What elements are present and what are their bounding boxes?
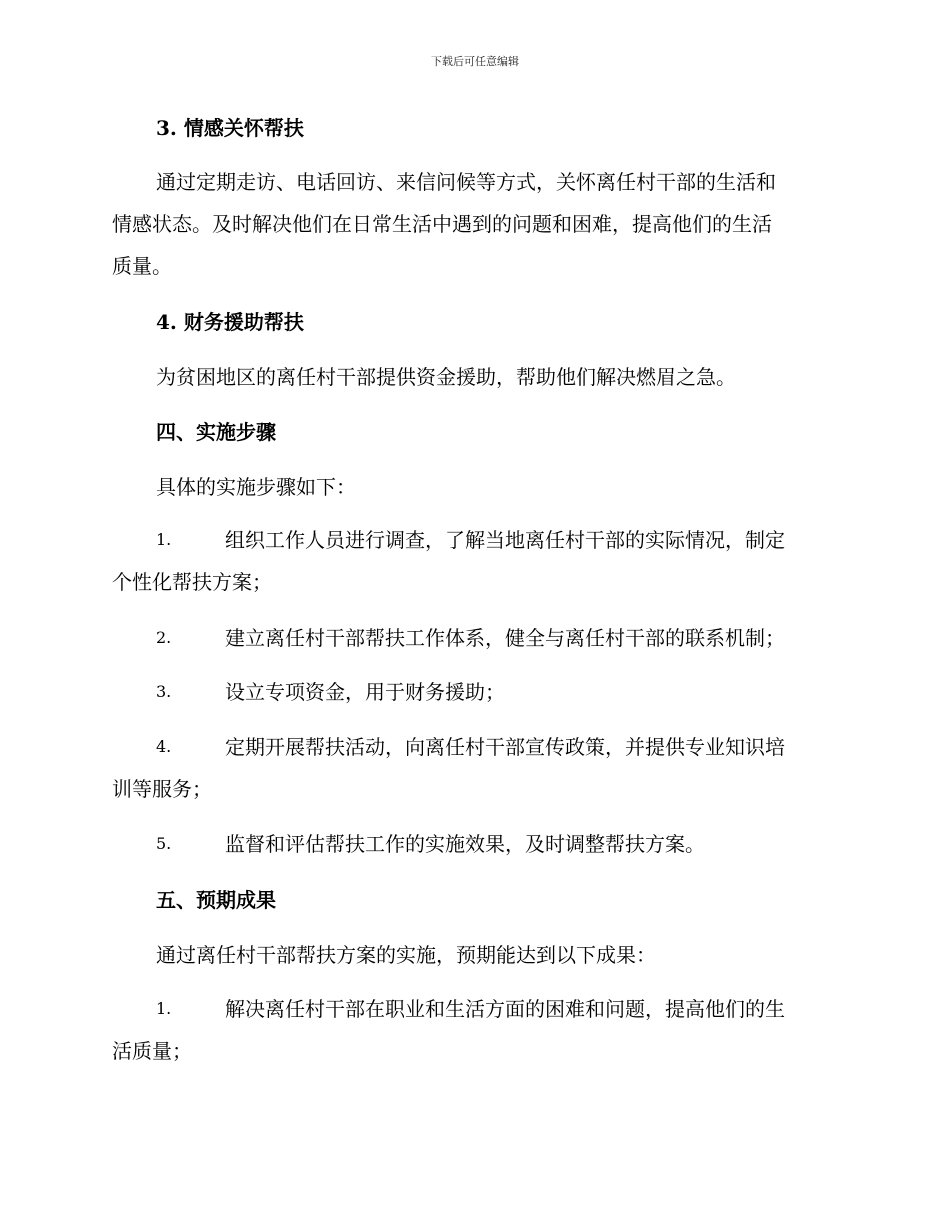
list-item-step-2	[112, 617, 832, 659]
list-item-text: 定期开展帮扶活动，向离任村干部宣传政策，并提供专业知识培	[225, 735, 785, 759]
list-item-number: 2.	[156, 628, 172, 647]
paragraph-emotional-care	[112, 161, 832, 287]
list-item-text: 设立专项资金，用于财务援助；	[225, 680, 505, 704]
list-item-line	[112, 823, 832, 865]
list-item-result-1	[112, 988, 832, 1072]
list-item-continuation: 训等服务；	[112, 777, 212, 801]
list-item-line	[112, 726, 832, 768]
list-item-number: 5.	[156, 834, 172, 853]
list-item-step-4	[112, 726, 832, 810]
section-heading-emotional-care: 3. 情感关怀帮扶	[156, 116, 304, 140]
list-item-continuation: 个性化帮扶方案；	[112, 570, 272, 594]
paragraph-line: 质量。	[112, 254, 172, 278]
section-heading-expected-results: 五、预期成果	[156, 888, 276, 912]
list-item-number: 1.	[156, 530, 172, 549]
list-item-continuation: 活质量；	[112, 1039, 192, 1063]
list-item-text: 解决离任村干部在职业和生活方面的困难和问题，提高他们的生	[225, 997, 785, 1021]
list-item-text: 监督和评估帮扶工作的实施效果，及时调整帮扶方案。	[225, 832, 705, 856]
list-item-step-3	[112, 671, 832, 713]
paragraph-line: 通过定期走访、电话回访、来信问候等方式，关怀离任村干部的生活和	[156, 170, 776, 194]
list-item-text: 组织工作人员进行调查，了解当地离任村干部的实际情况，制定	[225, 528, 785, 552]
section-heading-implementation-steps: 四、实施步骤	[156, 420, 276, 444]
list-item-number: 1.	[156, 999, 172, 1018]
list-item-line	[112, 671, 832, 713]
page-header: 下载后可任意编辑	[431, 55, 519, 68]
list-item-step-1	[112, 519, 832, 603]
list-item-text: 建立离任村干部帮扶工作体系，健全与离任村干部的联系机制；	[225, 626, 785, 650]
list-item-line	[112, 988, 832, 1030]
list-item-line	[112, 617, 832, 659]
list-item-step-5	[112, 823, 832, 865]
list-item-number: 4.	[156, 737, 172, 756]
paragraph-results-intro: 通过离任村干部帮扶方案的实施，预期能达到以下成果：	[156, 943, 656, 967]
list-item-number: 3.	[156, 682, 172, 701]
list-item-line	[112, 519, 832, 561]
paragraph-line: 情感状态。及时解决他们在日常生活中遇到的问题和困难，提高他们的生活	[112, 212, 772, 236]
section-heading-financial-aid: 4. 财务援助帮扶	[156, 310, 304, 334]
paragraph-financial-aid: 为贫困地区的离任村干部提供资金援助，帮助他们解决燃眉之急。	[156, 365, 736, 389]
paragraph-steps-intro: 具体的实施步骤如下：	[156, 475, 356, 499]
